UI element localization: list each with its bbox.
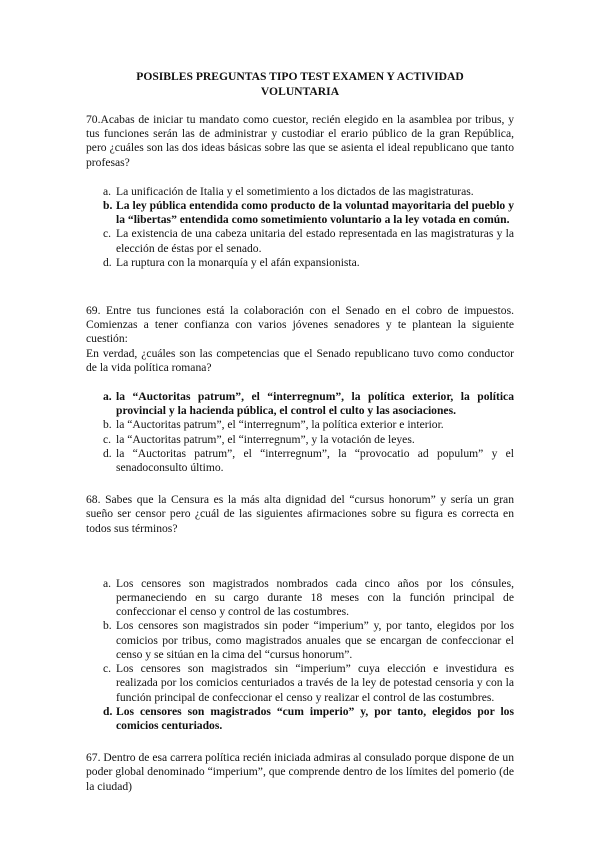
option-letter: d. [103, 255, 112, 269]
option-text: Los censores son magistrados sin “imperium” cuya elección e investidura es realizada por los comicios centuriados a través de la ley de potestad censoria y con la función principal de confeccionar el censo y realizar el control de las costumbres. [116, 662, 514, 704]
question-70-options [86, 185, 514, 270]
option-letter: c. [103, 227, 112, 241]
option-letter: a. [103, 576, 112, 590]
question-69-options [86, 390, 514, 475]
option-text: la “Auctoritas patrum”, el “interregnum”, la política exterior e interior. [116, 418, 444, 432]
option-69-b [86, 418, 514, 432]
option-69-a-correct [86, 390, 514, 418]
option-letter: a. [103, 390, 112, 404]
option-text: la “Auctoritas patrum”, el “interregnum”, la “provocatio ad populum” y el senadoconsulto último. [116, 446, 514, 475]
option-letter: b. [103, 199, 113, 213]
document-title: POSIBLES PREGUNTAS TIPO TEST EXAMEN Y ACTIVIDAD VOLUNTARIA [136, 70, 464, 98]
option-68-b [86, 619, 514, 662]
option-text: La ruptura con la monarquía y el afán expansionista. [116, 255, 360, 269]
option-70-a [86, 185, 514, 199]
option-68-c [86, 662, 514, 705]
question-69-intro: 69. Entre tus funciones está la colaboración con el Senado en el cobro de impuestos. Comienzas a tener confianza con varios jóvenes senadores y te plantean la siguiente cuestión: [86, 304, 514, 346]
option-letter: a. [103, 184, 112, 198]
option-letter: c. [103, 432, 112, 446]
option-text: la “Auctoritas patrum”, el “interregnum”, la política exterior, la política provincial y la hacienda pública, el control el culto y las asociaciones. [116, 390, 514, 418]
option-letter: d. [103, 446, 112, 460]
option-68-d-correct [86, 705, 514, 733]
option-70-b-correct [86, 199, 514, 227]
question-67-text: 67. Dentro de esa carrera política recién iniciada admiras al consulado porque dispone de un poder global denominado “imperium”, que comprende dentro de los límites del pomerio (de la ciudad) [86, 751, 514, 793]
option-70-d [86, 256, 514, 270]
option-68-a [86, 577, 514, 620]
option-69-c [86, 433, 514, 447]
option-letter: b. [103, 619, 112, 633]
question-69-text [86, 304, 514, 375]
option-text: la “Auctoritas patrum”, el “interregnum”, y la votación de leyes. [116, 432, 415, 446]
option-letter: c. [103, 662, 112, 676]
question-68-text: 68. Sabes que la Censura es la más alta dignidad del “cursus honorum” y sería un gran sueño ser censor pero ¿cuál de las siguientes afirmaciones sobre su figura es correcta en todos sus términos? [86, 493, 514, 535]
option-letter: b. [103, 418, 112, 432]
option-letter: d. [103, 704, 113, 718]
option-text: Los censores son magistrados sin poder “imperium” y, por tanto, elegidos por los comicios por tribus, como magistrados anuales que se encargan de confeccionar el censo y se sitúan en la cima del “cursus honorum”. [116, 619, 514, 661]
option-text: Los censores son magistrados nombrados cada cinco años por los cónsules, permaneciendo en su cargo durante 18 meses con la función principal de confeccionar el censo y control de las costumbres. [116, 576, 514, 619]
option-70-c [86, 227, 514, 255]
question-68-options [86, 577, 514, 733]
question-70-text: 70.Acabas de iniciar tu mandato como cuestor, recién elegido en la asamblea por tribus, y tus funciones serán las de administrar y custodiar el erario público de la gran República, pero ¿cuáles son las dos ideas básicas sobre las que se asienta el ideal republicano que tanto profesas? [86, 113, 514, 169]
option-text: La existencia de una cabeza unitaria del estado representada en las magistraturas y la elección de éstas por el senado. [116, 227, 514, 255]
question-69-prompt: En verdad, ¿cuáles son las competencias que el Senado republicano tuvo como conductor de la vida política romana? [86, 346, 514, 374]
option-69-d [86, 447, 514, 475]
option-text: La unificación de Italia y el sometimiento a los dictados de las magistraturas. [116, 184, 474, 198]
option-text: La ley pública entendida como producto de la voluntad mayoritaria del pueblo y la “libertas” entendida como sometimiento voluntario a la ley votada en común. [116, 199, 514, 227]
option-text: Los censores son magistrados “cum imperio” y, por tanto, elegidos por los comicios centuriados. [116, 704, 514, 732]
